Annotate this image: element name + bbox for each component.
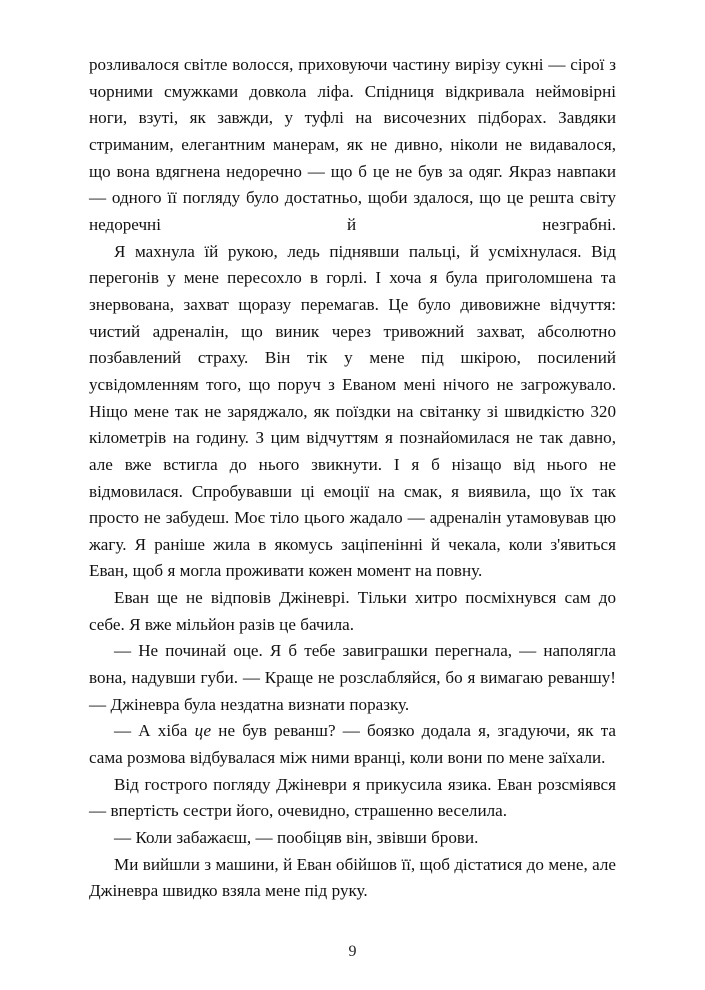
page-number: 9 <box>348 943 357 960</box>
emphasized-word: це <box>194 721 212 741</box>
paragraph-6: Від гострого погляду Джіневри я прикусила язика. Еван розсміявся — впертість сестри його, очевидно, страшенно веселила. <box>89 774 616 821</box>
paragraph-5-dialogue <box>89 718 616 771</box>
paragraph-5-text-before-italic: — А хіба <box>114 721 195 741</box>
paragraph-5-text-after-italic: не був реванш? — боязко додала я, згадуючи, як та сама розмова відбувалася між ними вранці, коли вони по мене заїхали. <box>89 721 617 768</box>
paragraph-continuation: розливалося світле волосся, приховуючи частину вирізу сукні — сірої з чорними смужками довкола ліфа. Спідниця відкривала неймовірні ноги, взуті, як завжди, у туфлі на височезних підборах. Завдяки стриманим, елегантним манерам, як не дивно, ніколи не видавалося, що вона вдягнена недоречно — що б це не був за одяг. Якраз навпаки — одного її погляду було достатньо, щоби здалося, що це решта світу недоречні й незграбні. <box>89 55 616 234</box>
page-text-body <box>89 52 616 905</box>
paragraph-7-dialogue: — Коли забажаєш, — пообіцяв він, звівши брови. <box>114 828 479 848</box>
paragraph-8: Ми вийшли з машини, й Еван обійшов її, щоб дістатися до мене, але Джіневра швидко взяла мене під руку. <box>89 854 616 901</box>
paragraph-3: Еван ще не відповів Джіневрі. Тільки хитро посміхнувся сам до себе. Я вже мільйон разів це бачила. <box>89 588 616 634</box>
paragraph-2: Я махнула їй рукою, ледь піднявши пальці, й усміхнулася. Від перегонів у мене пересохло в горлі. І хоча я була приголомшена та знервована, захват щоразу перемагав. Це було дивовижне відчуття: чистий адреналін, що виник через тривожний захват, абсолютно позбавлений страху. Він тік у мене під шкірою, посилений усвідомленням того, що поруч з Еваном мені нічого не загрожувало. Ніщо мене так не заряджало, як поїздки на світанку зі швидкістю 320 кілометрів на годину. З цим відчуттям я познайомилася не так давно, але вже встигла до нього звикнути. І я б нізащо від нього не відмовилася. Спробувавши ці емоції на смак, я виявила, що їх так просто не забудеш. Моє тіло цього жадало — адреналін утамовував цю жагу. Я раніше жила в якомусь заціпенінні й чекала, коли з'явиться Еван, щоб я могла проживати кожен момент на повну. <box>89 241 616 581</box>
paragraph-4-dialogue: — Не починай оце. Я б тебе завиграшки перегнала, — наполягла вона, надувши губи. — Краще не розслабляйся, бо я вимагаю реваншу! — Джіневра була нездатна визнати поразку. <box>89 641 616 714</box>
